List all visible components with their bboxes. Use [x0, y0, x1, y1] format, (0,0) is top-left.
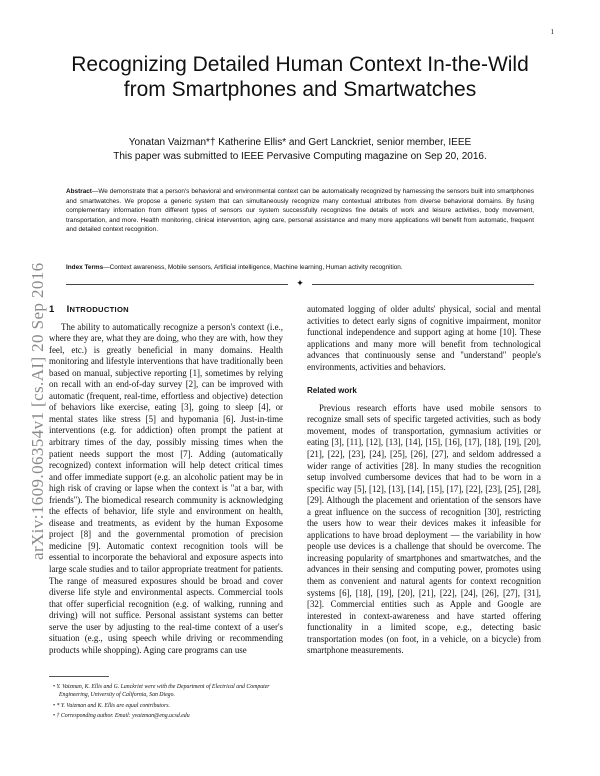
section-title-rest: NTRODUCTION — [69, 305, 129, 314]
index-terms-text: —Context awareness, Mobile sensors, Artificial intelligence, Machine learning, Human activity recognition. — [103, 264, 403, 271]
submission-note: This paper was submitted to IEEE Pervasive Computing magazine on Sep 20, 2016. — [113, 151, 487, 162]
author-names: Yonatan Vaizman*† Katherine Ellis* and Gert Lanckriet, senior member, IEEE — [128, 137, 472, 148]
section-heading-introduction — [49, 304, 283, 316]
divider-line-left — [66, 284, 288, 285]
index-terms — [66, 263, 534, 272]
page-number: 1 — [550, 28, 554, 36]
footnote-corresponding-author: • † Corresponding author. Email: yvaizman@eng.ucsd.edu — [53, 713, 190, 720]
footnotes — [49, 676, 283, 723]
abstract-label: Abstract — [66, 188, 92, 195]
left-column — [49, 304, 283, 656]
subsection-heading-related-work: Related work — [307, 386, 357, 396]
paper-title: Recognizing Detailed Human Context In-the-Wild from Smartphones and Smartwatches — [71, 53, 529, 101]
footnote-rule — [49, 676, 109, 677]
footnote-equal-contribution: • * Y. Vaizman and K. Ellis are equal contributors. — [53, 702, 170, 709]
intro-paragraph-continued: automated logging of older adults' physical, social and mental activities to detect early signs of cognitive impairment, monitor functional independence and support aging at home [10]. These applications and many more will benefit from technological advances that continuously sense and "understand" people's environments, activities and behaviors. — [307, 304, 541, 372]
footnote-affiliation: • Y. Vaizman, K. Ellis and G. Lanckriet were with the Department of Electrical and Computer Engineering, University of California, San Diego. — [53, 683, 270, 699]
section-number: 1 — [49, 304, 55, 315]
section-divider — [66, 278, 534, 290]
divider-line-right — [312, 284, 534, 285]
section-title-initial: I — [66, 304, 70, 315]
right-column — [307, 304, 541, 657]
arxiv-stamp: arXiv:1609.06354v1 [cs.AI] 20 Sep 2016 — [28, 262, 47, 560]
abstract — [66, 187, 534, 235]
author-block — [60, 136, 540, 164]
abstract-text: —We demonstrate that a person's behavioral and environmental context can be automatically recognized by harnessing the sensors built into smartphones and smartwatches. We propose a generic system that can simultaneously recognize many contextual attributes from diverse behavioral domains. By fusing complementary information from different types of sensors our system successfully recognizes fine details of work and leisure activities, body movement, transportation, and more. Health monitoring, clinical intervention, aging care, personal assistance and many more applications will benefit from automatic, frequent and detailed context recognition. — [66, 188, 534, 233]
index-terms-label: Index Terms — [66, 264, 104, 271]
related-work-paragraph: Previous research efforts have used mobile sensors to recognize small sets of specific targeted activities, such as body movement, modes of transportation, gymnasium activities or eating [3], [11], [12], [13], [14], [15], [16], [17], [18], [19], [20], [21], [22], [23], [24], [25], [26], [27], and seldom addressed a wider range of activities [28]. In many studies the recognition setup involved cumbersome devices that had to be worn in a specific way [5], [12], [13], [14], [15], [17], [22], [23], [25], [28], [29]. Although the placement and orientation of the sensors have a great influence on the success of recognition [30], restricting the users how to wear their devices makes it infeasible for applications to have broad deployment — the variability in how people use devices is a challenge that should be overcome. The increasing popularity of smartphones and smartwatches, and the advances in their sensing and computing power, promotes using them as convenient and natural agents for context recognition systems [6], [18], [19], [20], [21], [22], [24], [26], [27], [31], [32]. Commercial entities such as Apple and Google are interested in context-awareness and have started offering functionality in a limited scope, e.g., detecting basic transportation modes (on foot, in a vehicle, on a bicycle) from smartphone measurements. — [307, 402, 541, 656]
intro-paragraph: The ability to automatically recognize a person's context (i.e., where they are, what they are doing, who they are with, how they feel, etc.) is greatly beneficial in many domains. Health monitoring and lifestyle interventions that have traditionally been based on manual, subjective reporting [1], sometimes by relying on recall with an end-of-day survey [2], can be improved with automatic (frequent, real-time, effortless and objective) detection of behaviors like exercise, eating [3], going to sleep [4], or mental states like stress [5] and hypomania [6]. Just-in-time interventions (e.g. for addiction) often prompt the patient at arbitrary times of the day, possibly missing times when the patient needs support the most [7]. Adding (automatically recognized) context information will help detect critical times and offer immediate support (e.g. an alcoholic patient may be in high risk of craving or lapse when the context is "at a bar, with friends"). The biomedical research community is acknowledging the effects of behavior, life style and environment on health, disease and treatments, as evident by the human Exposome project [8] and the governmental promotion of precision medicine [9]. Automatic context recognition tools will be essential to incorporate the behavioral and exposure aspects into large scale studies and to tailor appropriate treatment for patients. The range of measured exposures should be broad and cover diverse life style and environmental aspects. Commercial tools that offer superficial recognition (e.g. of walking, running and driving) will not suffice. Personal assistant systems can better serve the user by adjusting to the real-time context of a user's situation (e.g., using speech while driving or recommending products while shopping). Aging care programs can use — [49, 321, 283, 655]
divider-star-icon: ✦ — [296, 278, 304, 288]
